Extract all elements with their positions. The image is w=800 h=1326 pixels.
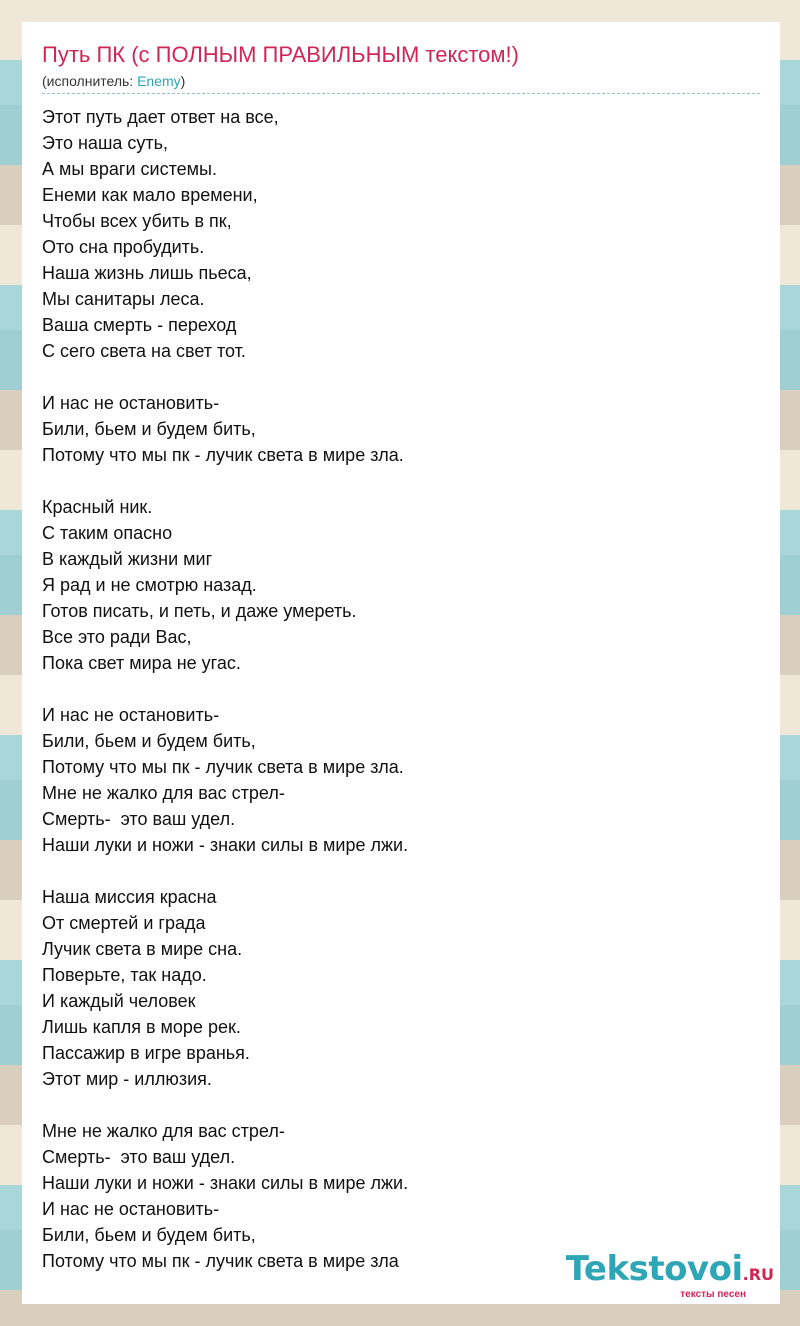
lyric-line: Наши луки и ножи - знаки силы в мире лжи. [42,1173,409,1193]
lyric-line: Потому что мы пк - лучик света в мире зла. [42,445,404,465]
lyric-line: Чтобы всех убить в пк, [42,211,232,231]
lyric-line: С таким опасно [42,523,173,543]
lyric-line: Потому что мы пк - лучик света в мире зла. [42,757,404,777]
song-title: Путь ПК (с ПОЛНЫМ ПРАВИЛЬНЫМ текстом!) [42,42,519,67]
lyric-line: Поверьте, так надо. [42,965,207,985]
lyric-line: Лишь капля в море рек. [42,1017,241,1037]
artist-prefix: (исполнитель: [42,73,138,89]
lyric-line: Били, бьем и будем бить, [42,419,256,439]
title-divider [42,93,760,94]
lyric-line: Енеми как мало времени, [42,185,258,205]
artist-suffix: ) [180,73,186,89]
lyric-line: Красный ник. [42,497,153,517]
lyric-line: Мне не жалко для вас стрел- [42,1121,285,1141]
lyric-line: Это наша суть, [42,133,169,153]
lyric-line: Мне не жалко для вас стрел- [42,783,285,803]
lyric-line: Мы санитары леса. [42,289,205,309]
lyric-line: Я рад и не смотрю назад. [42,575,257,595]
lyric-line: Готов писать, и петь, и даже умереть. [42,601,357,621]
lyric-line: Смерть- это ваш удел. [42,1147,236,1167]
lyric-line: И нас не остановить- [42,393,220,413]
lyrics-card [22,22,780,1304]
lyric-line: И нас не остановить- [42,1199,220,1219]
logo-domain: .RU [742,1265,774,1284]
lyric-line: Били, бьем и будем бить, [42,1225,256,1245]
lyric-line: От смертей и града [42,913,206,933]
lyrics-text [42,104,762,1274]
lyric-line: С сего света на свет тот. [42,341,246,361]
lyric-line: Ото сна пробудить. [42,237,205,257]
lyric-line: В каждый жизни миг [42,549,213,569]
stanza-break [42,364,762,390]
artist-link[interactable]: Enemy [137,73,181,89]
lyric-line: Все это ради Вас, [42,627,192,647]
lyric-line: Наша жизнь лишь пьеса, [42,263,252,283]
logo-text: Tekstovoi [565,1249,743,1289]
lyric-line: И каждый человек [42,991,196,1011]
stanza-break [42,468,762,494]
lyric-line: И нас не остановить- [42,705,220,725]
stanza-break [42,858,762,884]
lyric-line: Пока свет мира не угас. [42,653,241,673]
lyric-line: Этот путь дает ответ на все, [42,107,279,127]
lyric-line: Этот мир - иллюзия. [42,1069,212,1089]
logo-tagline: тексты песен [680,1289,746,1300]
lyric-line: Смерть- это ваш удел. [42,809,236,829]
lyric-line: Пассажир в игре вранья. [42,1043,250,1063]
lyric-line: Наши луки и ножи - знаки силы в мире лжи. [42,835,409,855]
lyric-line: Лучик света в мире сна. [42,939,243,959]
lyric-line: А мы враги системы. [42,159,217,179]
lyric-line: Наша миссия красна [42,887,217,907]
stanza-break [42,1092,762,1118]
artist-line [42,73,185,89]
stanza-break [42,676,762,702]
site-logo[interactable] [566,1251,774,1300]
lyric-line: Потому что мы пк - лучик света в мире зла [42,1251,399,1271]
lyric-line: Били, бьем и будем бить, [42,731,256,751]
lyric-line: Ваша смерть - переход [42,315,237,335]
